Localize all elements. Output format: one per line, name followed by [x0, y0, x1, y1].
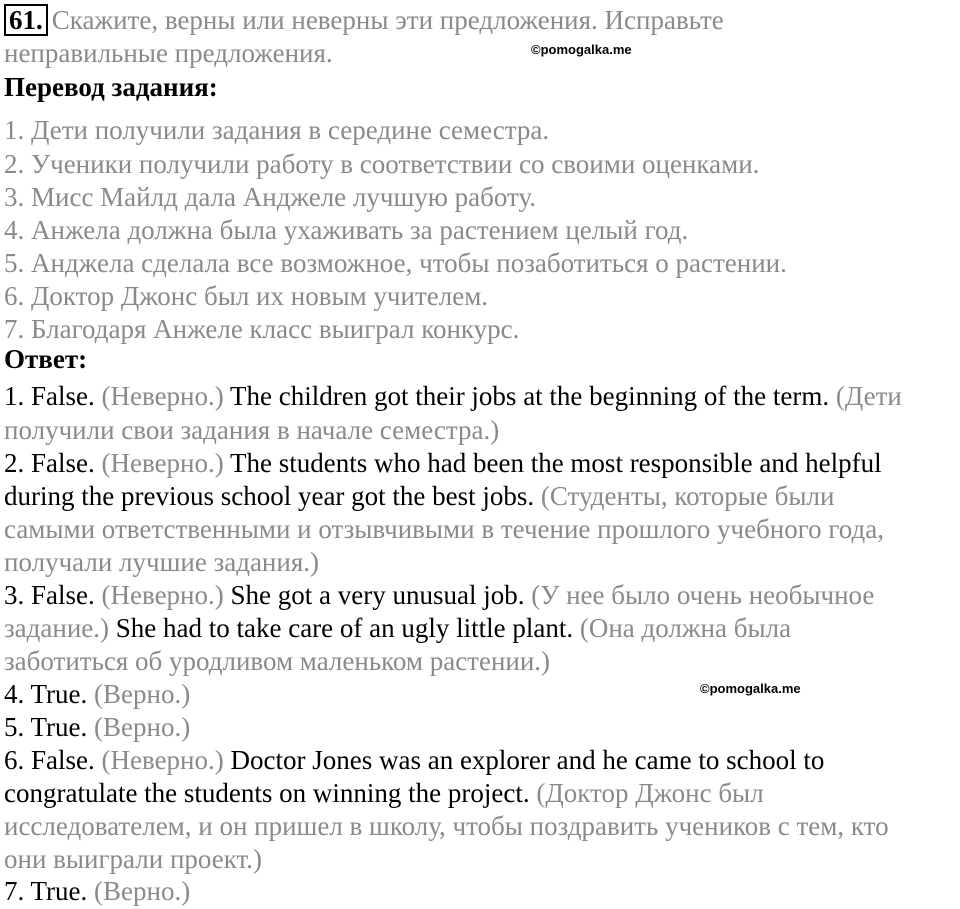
- answer-english: She had to take care of an ugly little plant.: [115, 613, 574, 643]
- answer-english: The children got their jobs at the beginning of the term.: [230, 381, 830, 411]
- answer-5-line: [4, 711, 190, 744]
- answer-english: She got a very unusual job.: [230, 580, 525, 610]
- task-line-2: неправильные предложения.: [4, 38, 333, 68]
- answer-6-line-1: [4, 744, 824, 777]
- answer-2-line-1: [4, 447, 882, 480]
- answer-3-line-1: [4, 579, 874, 612]
- translation-item: 1. Дети получили задания в середине семестра.: [4, 115, 550, 145]
- answer-mark: (Неверно.): [101, 381, 224, 411]
- answer-label: 4. True.: [4, 679, 88, 709]
- answer-heading: Ответ:: [4, 344, 88, 374]
- translation-item: 2. Ученики получили работу в соответствии со своими оценками.: [4, 149, 760, 179]
- translation-item: 6. Доктор Джонс был их новым учителем.: [4, 281, 489, 311]
- task-text-1: Скажите, верны или неверны эти предложения. Исправьте: [51, 5, 724, 35]
- answer-label: 1. False.: [4, 381, 95, 411]
- answer-7-line: [4, 875, 190, 908]
- answer-2-line-2: [4, 480, 834, 513]
- answer-russian: (Она должна была: [579, 613, 792, 643]
- answer-2-line-3: самыми ответственными и отзывчивыми в течение прошлого учебного года,: [4, 514, 885, 544]
- answer-2-line-4: получали лучшие задания.): [4, 547, 319, 577]
- answer-english: congratulate the students on winning the project.: [4, 778, 530, 808]
- answer-label: 3. False.: [4, 580, 95, 610]
- answer-russian: задание.): [4, 613, 109, 643]
- answer-label: 6. False.: [4, 745, 95, 775]
- answer-label: 5. True.: [4, 712, 88, 742]
- translation-item: 3. Мисс Майлд дала Анджеле лучшую работу.: [4, 182, 537, 212]
- answer-english: Doctor Jones was an explorer and he came to school to: [230, 745, 825, 775]
- answer-1-line-1: [4, 380, 902, 413]
- answer-mark: (Верно.): [94, 876, 191, 906]
- task-line-1: [4, 4, 724, 37]
- answer-mark: (Верно.): [94, 679, 191, 709]
- translation-item: 5. Анджела сделала все возможное, чтобы позаботиться о растении.: [4, 248, 787, 278]
- translation-item: 4. Анжела должна была ухаживать за растением целый год.: [4, 215, 689, 245]
- answer-mark: (Неверно.): [101, 580, 224, 610]
- answer-6-line-2: [4, 777, 764, 810]
- answer-6-line-3: исследователем, и он пришел в школу, чтобы поздравить учеников с тем, кто: [4, 811, 889, 841]
- answer-label: 2. False.: [4, 448, 95, 478]
- answer-1-line-2: получили свои задания в начале семестра.): [4, 415, 500, 445]
- task-number: 61.: [4, 4, 48, 36]
- translation-item: 7. Благодаря Анжеле класс выиграл конкурс.: [4, 314, 520, 344]
- watermark-top: ©pomogalka.me: [531, 42, 632, 57]
- translation-heading: Перевод задания:: [4, 72, 218, 102]
- answer-3-line-3: заботиться об уродливом маленьком растении.): [4, 646, 551, 676]
- answer-english: during the previous school year got the best jobs.: [4, 481, 535, 511]
- answer-english: The students who had been the most responsible and helpful: [230, 448, 882, 478]
- answer-mark: (Неверно.): [101, 448, 224, 478]
- answer-russian: (У нее было очень необычное: [531, 580, 875, 610]
- answer-4-line: [4, 678, 190, 711]
- answer-mark: (Верно.): [94, 712, 191, 742]
- answer-3-line-2: [4, 612, 791, 645]
- answer-russian: (Доктор Джонс был: [536, 778, 764, 808]
- answer-russian: (Студенты, которые были: [540, 481, 835, 511]
- answer-label: 7. True.: [4, 876, 88, 906]
- watermark-middle: ©pomogalka.me: [700, 681, 801, 696]
- answer-russian: (Дети: [835, 381, 902, 411]
- answer-mark: (Неверно.): [101, 745, 224, 775]
- answer-6-line-4: они выиграли проект.): [4, 844, 262, 874]
